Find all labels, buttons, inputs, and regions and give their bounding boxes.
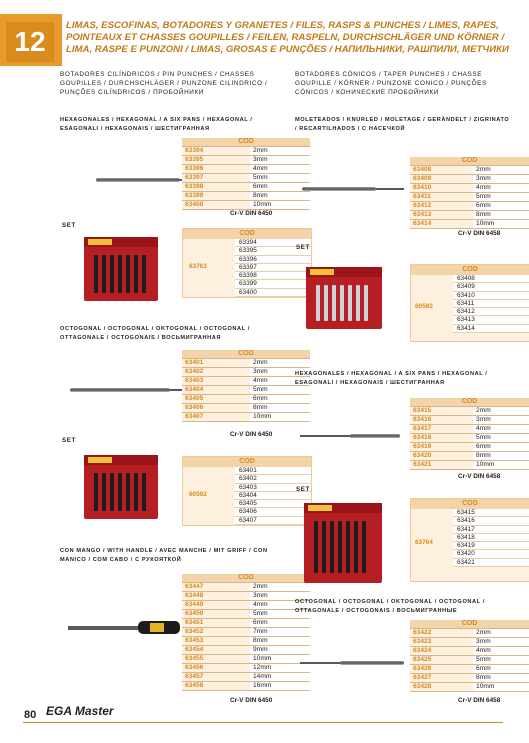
table-row (182, 147, 310, 156)
left-hex-table (182, 138, 310, 210)
product-code: 63395 (182, 156, 250, 165)
list-item: 63421 (453, 559, 529, 567)
product-code: 63410 (410, 184, 473, 193)
product-code: 63407 (182, 413, 250, 422)
set-pouch-image (84, 455, 158, 519)
set-label: SET (62, 222, 76, 229)
product-code: 63452 (182, 628, 250, 637)
list-item: 63394 (235, 239, 311, 247)
product-size: 5mm (250, 386, 310, 395)
product-size: 6mm (473, 443, 529, 452)
table-row (182, 610, 310, 619)
list-item: 63413 (453, 316, 529, 324)
product-size: 9mm (250, 646, 310, 655)
product-code: 63447 (182, 583, 250, 592)
product-code: 63412 (410, 202, 473, 211)
product-code: 63426 (410, 665, 473, 674)
list-item: 63404 (235, 492, 311, 500)
cod-header: COD (410, 398, 529, 407)
product-code: 63422 (410, 629, 473, 638)
list-item: 63415 (453, 509, 529, 517)
product-size: 3mm (250, 368, 310, 377)
right-oct-foot: Cr-V DIN 6458 (458, 697, 501, 704)
list-item: 63400 (235, 289, 311, 297)
product-code: 63406 (182, 404, 250, 413)
product-size: 4mm (473, 425, 529, 434)
table-row (182, 201, 310, 210)
product-code: 63417 (410, 425, 473, 434)
cod-header: COD (182, 350, 310, 359)
table-row (410, 184, 529, 193)
page-number: 80 (24, 709, 37, 721)
set-code: 60593 (415, 303, 433, 310)
product-code: 63450 (182, 610, 250, 619)
product-code: 63414 (410, 220, 473, 229)
product-size: 8mm (473, 674, 529, 683)
table-row (182, 637, 310, 646)
left-oct-foot: Cr-V DIN 6450 (230, 431, 273, 438)
right-hex-title: HEXAGONALES / HEXAGONAL / A SIX PANS / HEXAGONAL / ESAGONALI / HEXAGONAIS / ШЕСТИГРАННАЯ (295, 371, 488, 386)
table-row (410, 683, 529, 692)
table-row (182, 183, 310, 192)
table-row (410, 211, 529, 220)
punch-tip (376, 188, 404, 190)
list-item: 63395 (235, 247, 311, 255)
table-row (182, 655, 310, 664)
product-code: 63408 (410, 166, 473, 175)
product-size: 5mm (473, 193, 529, 202)
table-row (410, 656, 529, 665)
set-code: 63764 (415, 539, 433, 546)
product-size: 2mm (473, 166, 529, 175)
product-size: 6mm (250, 619, 310, 628)
punch-image (350, 434, 400, 438)
product-size: 8mm (250, 192, 310, 201)
product-code: 63394 (182, 147, 250, 156)
product-size: 8mm (473, 452, 529, 461)
list-item: 63402 (235, 475, 311, 483)
product-code: 63397 (182, 174, 250, 183)
product-size: 4mm (250, 377, 310, 386)
handled-punch-shaft (68, 626, 138, 630)
product-size: 6mm (473, 202, 529, 211)
table-row (410, 674, 529, 683)
table-row (182, 165, 310, 174)
product-size: 3mm (473, 416, 529, 425)
product-size: 6mm (250, 395, 310, 404)
product-size: 10mm (473, 220, 529, 229)
table-row (410, 416, 529, 425)
table-row (410, 443, 529, 452)
product-size: 10mm (473, 683, 529, 692)
table-row (410, 647, 529, 656)
product-code: 63416 (410, 416, 473, 425)
product-code: 63399 (182, 192, 250, 201)
product-size: 6mm (250, 183, 310, 192)
cod-header: COD (411, 499, 529, 509)
product-code: 63409 (410, 175, 473, 184)
product-size: 8mm (250, 404, 310, 413)
punch-image (70, 388, 170, 392)
left-section-title: BOTADORES CILÍNDRICOS / PIN PUNCHES / CHASSES GOUPILLES / DURCHSCHLÄGER / PUNZONE CILINDRICO / PUNÇÕES CILÍNDRICOS / ПРОБОЙНИКИ (60, 71, 268, 96)
table-row (410, 407, 529, 416)
product-size: 6mm (473, 665, 529, 674)
product-code: 63425 (410, 656, 473, 665)
punch-image (96, 178, 180, 182)
product-code: 63421 (410, 461, 473, 470)
product-code: 63455 (182, 655, 250, 664)
product-size: 5mm (473, 434, 529, 443)
table-row (410, 638, 529, 647)
product-size: 10mm (250, 201, 310, 210)
table-row (182, 413, 310, 422)
set-pouch-image (306, 267, 382, 329)
product-code: 63418 (410, 434, 473, 443)
list-item: 63406 (235, 508, 311, 516)
left-handle-title: CON MANGO / WITH HANDLE / AVEC MANCHE / MIT GRIFF / CON MANICO / COM CABO / С РУКОЯТКОЙ (60, 548, 268, 563)
left-set1-box (182, 228, 312, 298)
product-size: 16mm (250, 682, 310, 691)
table-row (410, 425, 529, 434)
product-code: 63457 (182, 673, 250, 682)
product-size: 10mm (250, 655, 310, 664)
product-size: 8mm (250, 637, 310, 646)
table-row (182, 664, 310, 673)
set-pouch-image (84, 237, 158, 301)
product-size: 12mm (250, 664, 310, 673)
table-row (182, 359, 310, 368)
table-row (182, 601, 310, 610)
table-row (182, 386, 310, 395)
list-item: 63408 (453, 275, 529, 283)
list-item: 63418 (453, 534, 529, 542)
table-row (410, 193, 529, 202)
table-row (410, 452, 529, 461)
product-size: 5mm (250, 174, 310, 183)
table-row (182, 192, 310, 201)
table-row (182, 628, 310, 637)
set-code: 63763 (189, 263, 207, 270)
left-oct-table (182, 350, 310, 422)
right-set1-box (410, 264, 529, 342)
product-code: 63396 (182, 165, 250, 174)
brand-logo: EGA Master (46, 704, 114, 718)
product-code: 63411 (410, 193, 473, 202)
left-set2-box (182, 456, 312, 526)
list-item: 63412 (453, 308, 529, 316)
list-item: 63409 (453, 283, 529, 291)
cod-header: COD (411, 265, 529, 275)
left-hex-title: HEXAGONALES / HEXAGONAL / A SIX PANS / HEXAGONAL / ESAGONALI / HEXAGONAIS / ШЕСТИГРАННАЯ (60, 117, 253, 132)
product-size: 2mm (473, 629, 529, 638)
product-code: 63427 (410, 674, 473, 683)
table-row (182, 404, 310, 413)
product-size: 2mm (250, 147, 310, 156)
table-row (410, 461, 529, 470)
right-hex-table (410, 398, 529, 470)
set-label: SET (296, 244, 310, 251)
right-knurl-foot: Cr-V DIN 6458 (458, 230, 501, 237)
product-code: 63420 (410, 452, 473, 461)
list-item: 63414 (453, 325, 529, 333)
punch-tip (300, 662, 340, 664)
product-size: 5mm (250, 610, 310, 619)
table-row (410, 434, 529, 443)
left-hex-foot: Cr-V DIN 6450 (230, 210, 273, 217)
table-row (182, 156, 310, 165)
product-size: 4mm (250, 165, 310, 174)
product-code: 63453 (182, 637, 250, 646)
product-size: 8mm (473, 211, 529, 220)
product-size: 4mm (250, 601, 310, 610)
right-knurl-title: MOLETEADOS / KNURLED / MOLETAGE / GERÄNDELT / ZIGRINATO / RECARTILHADOS / С НАСЕЧКОЙ (295, 117, 510, 132)
product-code: 63458 (182, 682, 250, 691)
product-code: 63424 (410, 647, 473, 656)
table-row (410, 220, 529, 229)
product-code: 63451 (182, 619, 250, 628)
right-oct-title: OCTOGONAL / OCTOGONAL / OKTOGONAL / OCTOGONAL / OTTAGONALE / OCTOGONAIS / ВОСЬМИГРАННЫЕ (295, 599, 485, 614)
list-item: 63410 (453, 292, 529, 300)
footer-rule (23, 722, 503, 723)
right-oct-table (410, 620, 529, 692)
product-size: 10mm (473, 461, 529, 470)
set-label: SET (296, 486, 310, 493)
product-size: 3mm (250, 592, 310, 601)
product-size: 10mm (250, 413, 310, 422)
table-row (410, 629, 529, 638)
table-row (182, 646, 310, 655)
product-code: 63400 (182, 201, 250, 210)
chapter-title: LIMAS, ESCOFINAS, BOTADORES Y GRANETES / FILES, RASPS & PUNCHES / LIMES, RAPES, POINTEAUX ET CHASSES GOUPILLES / FEILEN, RASPELN, DURCHSCHLÄGER UND KÖRNER / LIMA, RASPE E PUNZONI / LIMAS, GROSAS E PUNÇÕES / НАПИЛЬНИКИ, РАШПИЛИ, МЕТЧИКИ (66, 20, 509, 55)
product-size: 3mm (473, 175, 529, 184)
product-code: 63449 (182, 601, 250, 610)
product-code: 63456 (182, 664, 250, 673)
list-item: 63401 (235, 467, 311, 475)
product-code: 63428 (410, 683, 473, 692)
product-size: 3mm (473, 638, 529, 647)
table-row (182, 583, 310, 592)
list-item: 63396 (235, 256, 311, 264)
list-item: 63419 (453, 542, 529, 550)
product-size: 2mm (250, 359, 310, 368)
punch-tip (300, 435, 350, 437)
set-pouch-image (304, 503, 382, 583)
page-header (0, 0, 529, 68)
table-row (410, 202, 529, 211)
product-code: 63405 (182, 395, 250, 404)
chapter-number: 12 (6, 22, 54, 62)
list-item: 63407 (235, 517, 311, 525)
table-row (182, 395, 310, 404)
right-hex-foot: Cr-V DIN 6458 (458, 473, 501, 480)
table-row (182, 682, 310, 691)
product-size: 2mm (250, 583, 310, 592)
table-row (410, 665, 529, 674)
right-knurl-table (410, 157, 529, 229)
product-code: 63398 (182, 183, 250, 192)
punch-image (302, 187, 376, 191)
right-section-title: BOTADORES CÓNICOS / TAPER PUNCHES / CHASSE GOUPILLE / KÖRNER / PUNZONE CONICO / PUNÇÕES CÓNICOS / КОНИЧЕСКИЕ ПРОБОЙНИКИ (295, 71, 487, 96)
product-size: 14mm (250, 673, 310, 682)
set-items (453, 275, 529, 333)
product-code: 63419 (410, 443, 473, 452)
table-row (182, 377, 310, 386)
list-item: 63403 (235, 484, 311, 492)
product-code: 63402 (182, 368, 250, 377)
product-code: 63403 (182, 377, 250, 386)
set-items (453, 509, 529, 567)
product-size: 2mm (473, 407, 529, 416)
table-row (182, 673, 310, 682)
handled-punch-grip-band (150, 623, 164, 632)
list-item: 63397 (235, 264, 311, 272)
table-row (182, 619, 310, 628)
list-item: 63411 (453, 300, 529, 308)
product-size: 4mm (473, 647, 529, 656)
product-code: 63454 (182, 646, 250, 655)
list-item: 63405 (235, 500, 311, 508)
table-row (182, 174, 310, 183)
list-item: 63416 (453, 517, 529, 525)
right-set2-box (410, 498, 529, 582)
left-handle-table (182, 574, 310, 691)
punch-image (340, 661, 404, 665)
cod-header: COD (183, 229, 311, 239)
product-size: 5mm (473, 656, 529, 665)
table-row (182, 368, 310, 377)
product-size: 3mm (250, 156, 310, 165)
product-size: 4mm (473, 184, 529, 193)
cod-header: COD (182, 574, 310, 583)
table-row (410, 175, 529, 184)
cod-header: COD (410, 157, 529, 166)
cod-header: COD (183, 457, 311, 467)
list-item: 63417 (453, 526, 529, 534)
table-row (410, 166, 529, 175)
cod-header: COD (182, 138, 310, 147)
set-code: 60592 (189, 491, 207, 498)
left-handle-foot: Cr-V DIN 6450 (230, 697, 273, 704)
set-items (235, 467, 311, 525)
list-item: 63399 (235, 280, 311, 288)
cod-header: COD (410, 620, 529, 629)
product-code: 63404 (182, 386, 250, 395)
list-item: 63420 (453, 550, 529, 558)
product-code: 63413 (410, 211, 473, 220)
left-oct-title: OCTOGONAL / OCTOGONAL / OKTOGONAL / OCTOGONAL / OTTAGONALE / OCTOGONAIS / ВОСЬМИГРАННАЯ (60, 326, 250, 341)
product-size: 7mm (250, 628, 310, 637)
table-row (182, 592, 310, 601)
list-item: 63398 (235, 272, 311, 280)
product-code: 63448 (182, 592, 250, 601)
product-code: 63423 (410, 638, 473, 647)
product-code: 63415 (410, 407, 473, 416)
product-code: 63401 (182, 359, 250, 368)
set-label: SET (62, 437, 76, 444)
